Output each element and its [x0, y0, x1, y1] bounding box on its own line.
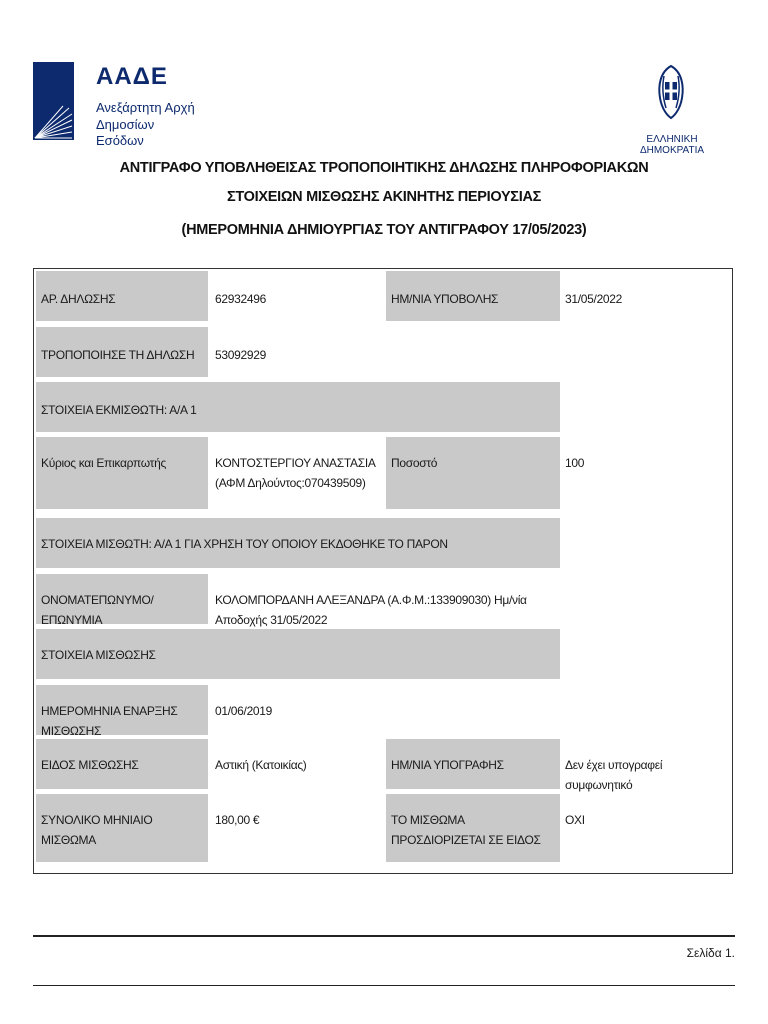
- lease-section-header: ΣΤΟΙΧΕΙΑ ΜΙΣΘΩΣΗΣ: [36, 629, 560, 679]
- start-date-value: 01/06/2019: [215, 704, 273, 718]
- hellenic-republic-label: ΕΛΛΗΝΙΚΗ ΔΗΜΟΚΡΑΤΙΑ: [639, 134, 705, 156]
- submit-date-value: 31/05/2022: [565, 292, 623, 306]
- owner-value: ΚΟΝΤΟΣΤΕΡΓΙΟΥ ΑΝΑΣΤΑΣΙΑ (ΑΦΜ Δηλούντος:070439509): [215, 456, 375, 490]
- aade-logo: [33, 60, 203, 148]
- document-title-line2: ΣΤΟΙΧΕΙΩΝ ΜΙΣΘΩΣΗΣ ΑΚΙΝΗΤΗΣ ΠΕΡΙΟΥΣΙΑΣ: [226, 189, 542, 205]
- lessee-name-label: ΟΝΟΜΑΤΕΠΩΝΥΜΟ/ΕΠΩΝΥΜΙΑ: [36, 574, 208, 624]
- aade-name-line2: Δημοσίων Εσόδων: [96, 117, 155, 148]
- rent-in-kind-label: ΤΟ ΜΙΣΘΩΜΑ ΠΡΟΣΔΙΟΡΙΖΕΤΑΙ ΣΕ ΕΙΔΟΣ: [386, 794, 560, 862]
- rent-in-kind-value: ΟΧΙ: [565, 813, 585, 827]
- aade-name-line1: Ανεξάρτητη Αρχή: [96, 100, 195, 115]
- submit-date-label: ΗΜ/ΝΙΑ ΥΠΟΒΟΛΗΣ: [386, 271, 560, 321]
- monthly-rent-label: ΣΥΝΟΛΙΚΟ ΜΗΝΙΑΙΟ ΜΙΣΘΩΜΑ: [36, 794, 208, 862]
- monthly-rent-value: 180,00 €: [215, 813, 260, 827]
- document-title-line3: (ΗΜΕΡΟΜΗΝΙΑ ΔΗΜΙΟΥΡΓΙΑΣ ΤΟΥ ΑΝΤΙΓΡΑΦΟΥ 17/05/2023): [181, 222, 587, 238]
- document-title-line1: ΑΝΤΙΓΡΑΦΟ ΥΠΟΒΛΗΘΕΙΣΑΣ ΤΡΟΠΟΠΟΙΗΤΙΚΗΣ ΔΗΛΩΣΗΣ ΠΛΗΡΟΦΟΡΙΑΚΩΝ: [119, 160, 649, 176]
- lease-type-value: Αστική (Κατοικίας): [215, 758, 307, 772]
- lessee-name-value: ΚΟΛΟΜΠΟΡΔΑΝΗ ΑΛΕΞΑΝΔΡΑ (Α.Φ.Μ.:133909030) Ημ/νία Αποδοχής 31/05/2022: [215, 593, 527, 627]
- footer-divider-top: [33, 935, 735, 937]
- footer-divider-bottom: [33, 985, 735, 986]
- lease-type-label: ΕΙΔΟΣ ΜΙΣΘΩΣΗΣ: [36, 739, 208, 789]
- lessor-section-header: ΣΤΟΙΧΕΙΑ ΕΚΜΙΣΘΩΤΗ: Α/Α 1: [36, 382, 560, 432]
- percent-label: Ποσοστό: [386, 437, 560, 509]
- amended-decl-label: ΤΡΟΠΟΠΟΙΗΣΕ ΤΗ ΔΗΛΩΣΗ: [36, 327, 208, 377]
- lessee-section-header: ΣΤΟΙΧΕΙΑ ΜΙΣΘΩΤΗ: Α/Α 1 ΓΙΑ ΧΡΗΣΗ ΤΟΥ ΟΠΟΙΟΥ ΕΚΔΟΘΗΚΕ ΤΟ ΠΑΡΟΝ: [36, 518, 560, 568]
- declaration-details-box: [33, 268, 733, 874]
- percent-value: 100: [565, 456, 585, 470]
- sign-date-value: Δεν έχει υπογραφεί συμφωνητικό: [565, 758, 663, 792]
- decl-number-value: 62932496: [215, 292, 266, 306]
- amended-decl-value: 53092929: [215, 348, 266, 362]
- aade-abbreviation: ΑΑΔΕ: [96, 63, 168, 90]
- start-date-label: ΗΜΕΡΟΜΗΝΙΑ ΕΝΑΡΞΗΣ ΜΙΣΘΩΣΗΣ: [36, 685, 208, 735]
- owner-label: Κύριος και Επικαρπωτής: [36, 437, 208, 509]
- aade-logo-mark-icon: [33, 62, 74, 140]
- hellenic-republic-logo: [620, 62, 730, 156]
- decl-number-label: ΑΡ. ΔΗΛΩΣΗΣ: [36, 271, 208, 321]
- greek-coat-of-arms-icon: [654, 62, 688, 122]
- page-number: Σελίδα 1.: [686, 946, 735, 960]
- sign-date-label: ΗΜ/ΝΙΑ ΥΠΟΓΡΑΦΗΣ: [386, 739, 560, 789]
